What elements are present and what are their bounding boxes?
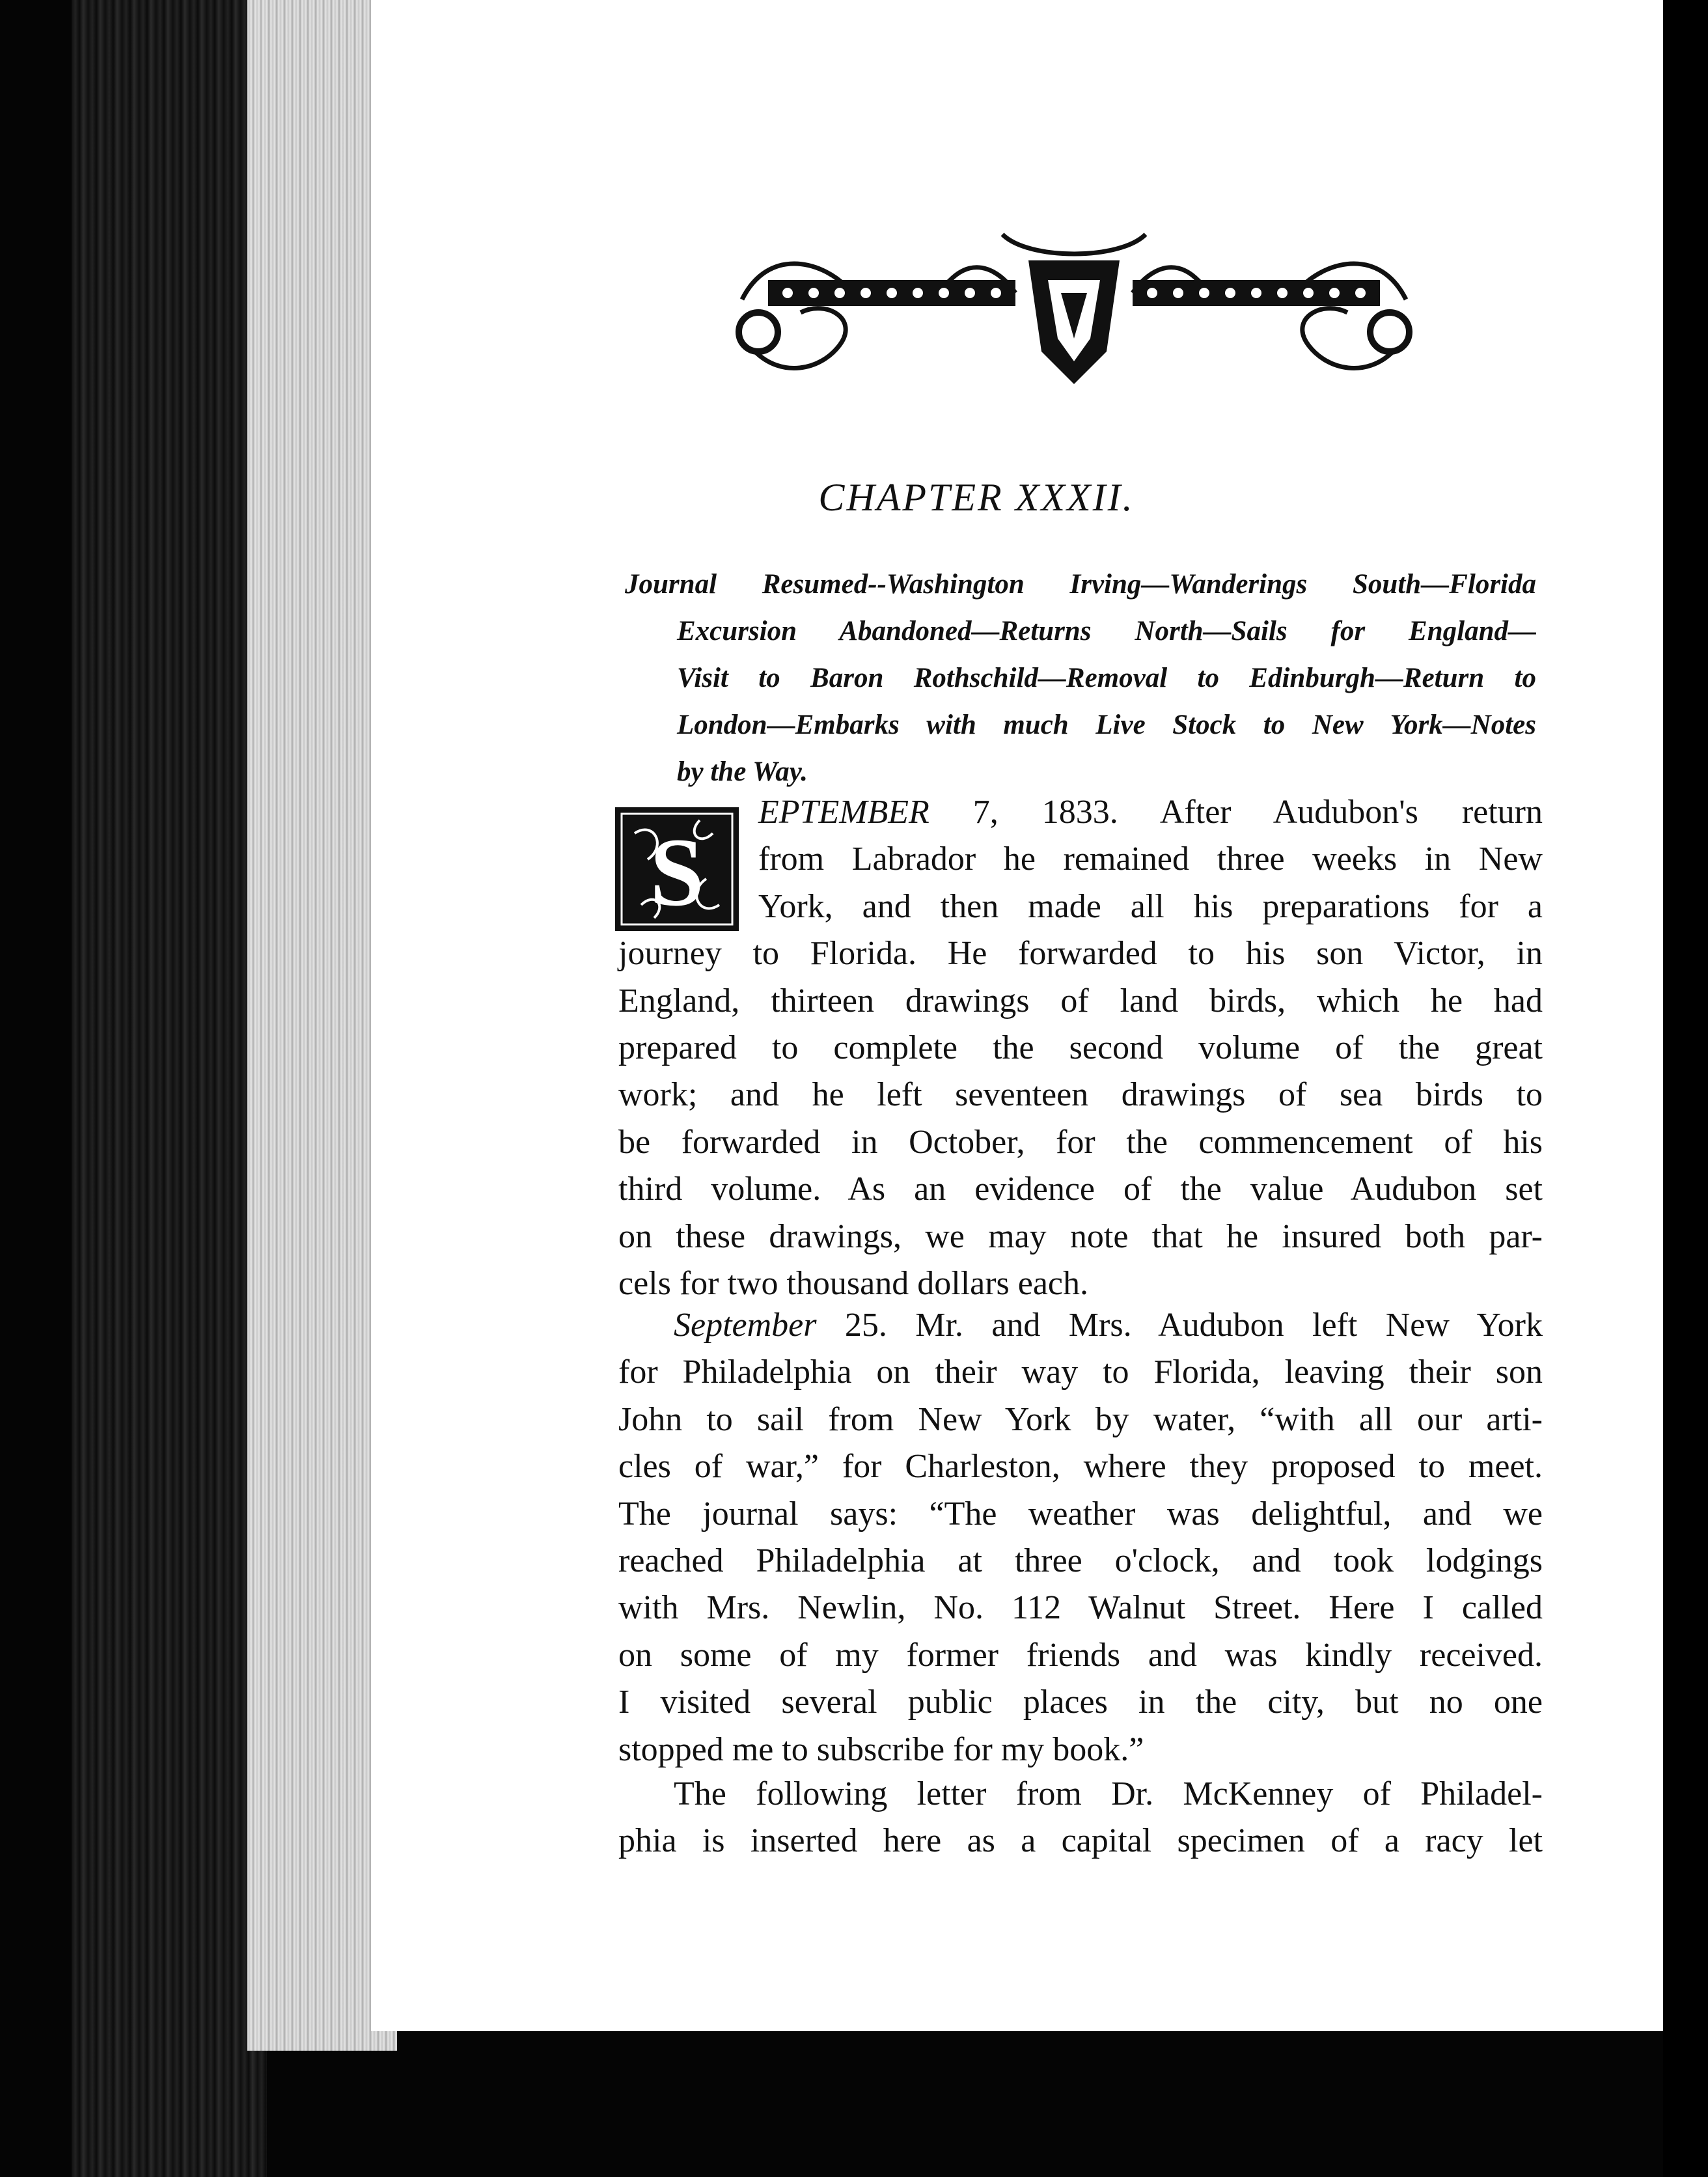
paragraph-line: third volume. As an evidence of the value Audubon set (618, 1171, 1543, 1208)
paragraph-line (618, 1302, 1543, 1349)
paragraph-line: prepared to complete the second volume of the great (618, 1029, 1543, 1067)
paragraph-3 (618, 1771, 1543, 1865)
synopsis-line: Journal Resumed--Washington Irving—Wanderings South—Florida (625, 569, 1536, 600)
paragraph-line: I visited several public places in the city, but no one (618, 1684, 1543, 1721)
paragraph-line: cles of war,” for Charleston, where they proposed to meet. (618, 1448, 1543, 1486)
scan-right-edge (1663, 0, 1708, 2177)
paragraph-line: The journal says: “The weather was delightful, and we (618, 1495, 1543, 1532)
paragraph-line: cels for two thousand dollars each. (618, 1265, 1089, 1303)
paragraph-line: stopped me to subscribe for my book.” (618, 1730, 1144, 1768)
synopsis-line: Excursion Abandoned—Returns North—Sails for England— (677, 616, 1536, 646)
paragraph-line: York, and then made all his preparations for a (758, 887, 1543, 925)
paragraph-line: journey to Florida. He forwarded to his son Victor, in (618, 935, 1543, 973)
first-word-rest: EPTEMBER (758, 794, 930, 831)
paragraph-1 (618, 789, 1543, 1307)
chapter-synopsis (625, 561, 1536, 796)
paragraph-line: phia is inserted here as a capital specimen of a racy let (618, 1822, 1543, 1860)
chapter-title: CHAPTER XXXII. (818, 476, 1135, 519)
paragraph-line: from Labrador he remained three weeks in New (758, 840, 1543, 878)
paragraph-line: The following letter from Dr. McKenney of Philadel- (674, 1775, 1543, 1812)
date-label: September (674, 1307, 817, 1344)
paragraph-line: with Mrs. Newlin, No. 112 Walnut Street. Here I called (618, 1589, 1543, 1627)
paragraph-2 (618, 1302, 1543, 1773)
drop-capital-letter: S (650, 818, 704, 926)
first-line-tail: 7, 1833. After Audubon's return (929, 794, 1543, 831)
synopsis-line: London—Embarks with much Live Stock to New York—Notes (677, 710, 1536, 740)
paragraph-line (618, 789, 1543, 836)
paragraph-line: work; and he left seventeen drawings of sea birds to (618, 1076, 1543, 1114)
paragraph-line: John to sail from New York by water, “with all our arti- (618, 1400, 1543, 1438)
paragraph-line: reached Philadelphia at three o'clock, and took lodgings (618, 1542, 1543, 1580)
synopsis-line: by the Way. (677, 756, 808, 787)
book-spine (72, 0, 267, 2177)
chapter-headpiece-ornament (729, 221, 1419, 391)
paragraph-line: for Philadelphia on their way to Florida, leaving their son (618, 1353, 1543, 1391)
paragraph-line: on some of my former friends and was kindly received. (618, 1636, 1543, 1674)
paragraph-line: on these drawings, we may note that he insured both par- (618, 1217, 1543, 1255)
paragraph-line: England, thirteen drawings of land birds, which he had (618, 982, 1543, 1019)
first-line-tail: 25. Mr. and Mrs. Audubon left New York (816, 1307, 1543, 1344)
paragraph-line: be forwarded in October, for the commencement of his (618, 1123, 1543, 1161)
synopsis-line: Visit to Baron Rothschild—Removal to Edinburgh—Return to (677, 663, 1536, 693)
